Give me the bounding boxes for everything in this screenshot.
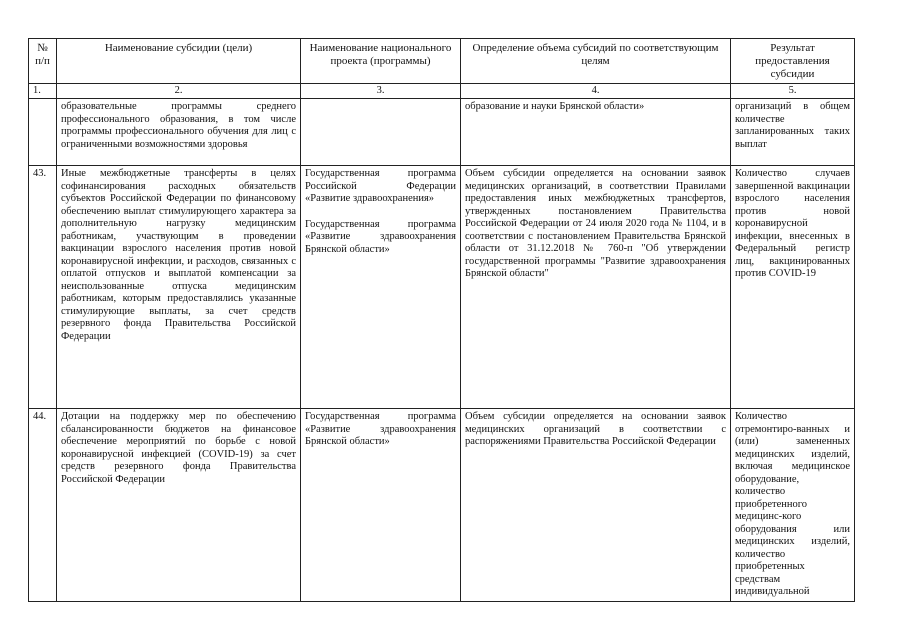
row-project bbox=[301, 166, 461, 409]
column-numbers-row bbox=[29, 84, 855, 99]
header-num: № п/п bbox=[29, 39, 57, 84]
col-number-2: 2. bbox=[57, 84, 301, 99]
header-result: Результат предоставления субсидии bbox=[731, 39, 855, 84]
row-definition: Объем субсидии определяется на основании заявок медицинских организаций, в соответствии Правилами предоставления иных межбюджетных трансфертов, утвержденных постановлением Правительства Российской Федерации от 24 июля 2020 года № 1104, и в соответствии с постановлением Правительства Брянской области от 31.12.2018 № 760-п "Об утверждении государственной программы "Развитие здравоохранения Брянской области" bbox=[461, 166, 731, 409]
col-number-4: 4. bbox=[461, 84, 731, 99]
row-result: Количество случаев завершенной вакцинации взрослого населения против новой коронавирусной инфекции, внесенных в Федеральный регистр лиц, вакцинированных против COVID-19 bbox=[731, 166, 855, 409]
row-name: Дотации на поддержку мер по обеспечению сбалансированности бюджетов на финансовое обеспечение мероприятий по борьбе с новой коронавирусной инфекцией (COVID-19) за счет средств резервного фонда Правительства Российской Федерации bbox=[57, 409, 301, 602]
subsidies-table bbox=[28, 38, 855, 602]
row-definition: Объем субсидии определяется на основании заявок медицинских организаций в соответствии с распоряжениями Правительства Российской Федерации bbox=[461, 409, 731, 602]
row-project-regional: Государственная программа «Развитие здравоохранения Брянской области» bbox=[305, 218, 456, 255]
row-project-federal: Государственная программа Российской Федерации «Развитие здравоохранения» bbox=[305, 168, 456, 204]
row-name: Иные межбюджетные трансферты в целях софинансирования расходных обязательств субъектов Российской Федерации по финансовому обеспечению выплат стимулирующего характера за дополнительную нагрузку медицинским работникам, участвующим в проведении вакцинации взрослого населения против новой коронавирусной инфекции, и расходов, связанных с оплатой отпусков и выплатой компенсации за неиспользованные отпуска медицинским работникам, которым предоставлялись указанные стимулирующие выплаты, за счет средств резервного фонда Правительства Российской Федерации bbox=[57, 166, 301, 409]
header-project: Наименование национального проекта (программы) bbox=[301, 39, 461, 84]
row-result: Количество отремонтиро-ванных и (или) замененных медицинских изделий, включая медицинское оборудование, количество приобретенного медицинс-кого оборудования или медицинских изделий, количество приобретенных средствам индивидуальной bbox=[731, 409, 855, 602]
row-project: Государственная программа «Развитие здравоохранения Брянской области» bbox=[301, 409, 461, 602]
row-num bbox=[29, 99, 57, 166]
col-number-1: 1. bbox=[29, 84, 57, 99]
row-num: 43. bbox=[29, 166, 57, 409]
row-definition: образование и науки Брянской области» bbox=[461, 99, 731, 166]
row-num: 44. bbox=[29, 409, 57, 602]
row-name: образовательные программы среднего профессионального образования, в том числе программы профессионального обучения для лиц с ограниченными возможностями здоровья bbox=[57, 99, 301, 166]
col-number-5: 5. bbox=[731, 84, 855, 99]
header-definition: Определение объема субсидий по соответствующим целям bbox=[461, 39, 731, 84]
header-row bbox=[29, 39, 855, 84]
col-number-3: 3. bbox=[301, 84, 461, 99]
header-name: Наименование субсидии (цели) bbox=[57, 39, 301, 84]
row-result: организаций в общем количестве запланированных таких выплат bbox=[731, 99, 855, 166]
table-row bbox=[29, 166, 855, 409]
table-row bbox=[29, 99, 855, 166]
table-row bbox=[29, 409, 855, 602]
row-project bbox=[301, 99, 461, 166]
